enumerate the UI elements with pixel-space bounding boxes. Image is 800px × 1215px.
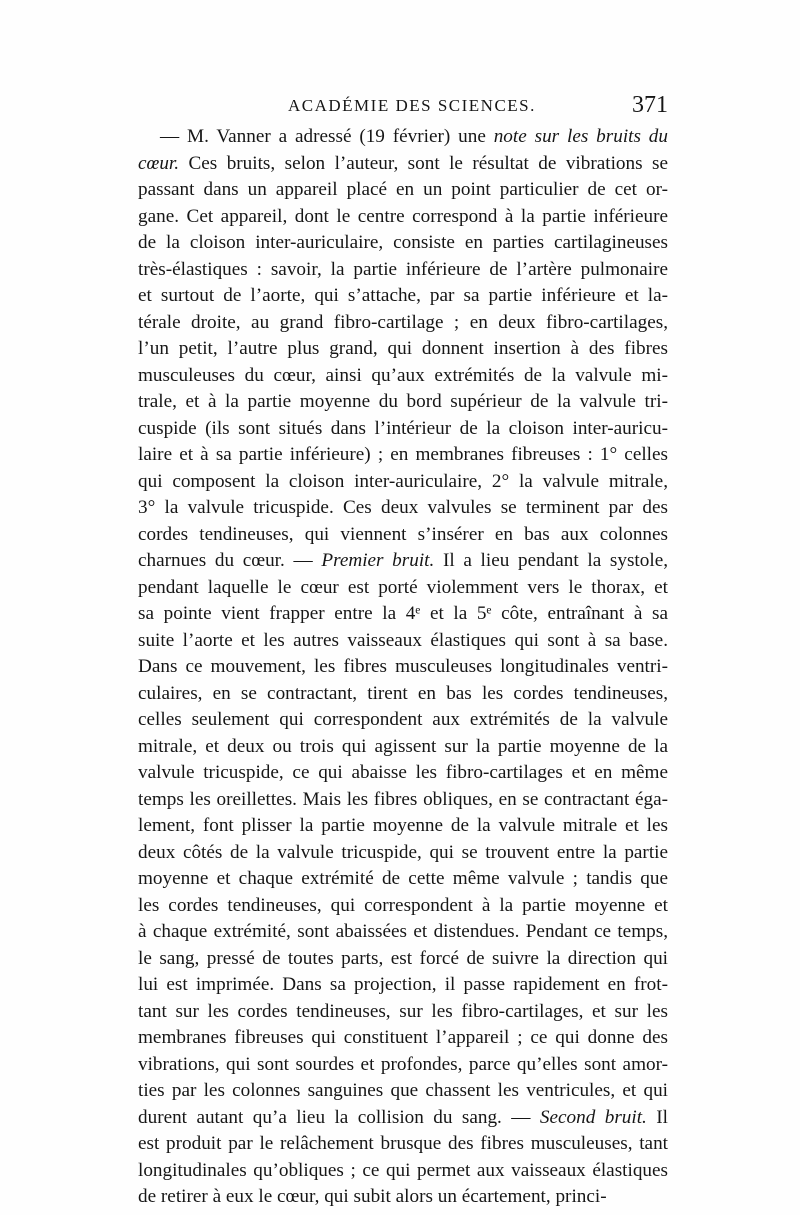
text-line: [138, 495, 668, 522]
text-run: Il a lieu pendant la systole,: [434, 550, 669, 571]
text-run: Il: [646, 1106, 668, 1128]
text-line: [138, 654, 668, 681]
text-line: [138, 1131, 668, 1158]
italic-run: cœur.: [138, 152, 180, 174]
text-run: l’un petit, l’autre plus grand, qui donnent insertion à des fibres: [138, 338, 668, 359]
text-line: [138, 548, 668, 575]
text-line: [138, 1105, 668, 1132]
text-run: celles seulement qui correspondent aux extrémités de la valvule: [138, 709, 668, 730]
text-run: à chaque extrémité, sont abaissées et distendues. Pendant ce temps,: [138, 921, 668, 942]
text-line: [138, 204, 668, 231]
text-line: [138, 840, 668, 867]
text-run: mitrale, et deux ou trois qui agissent sur la partie moyenne de la: [138, 735, 668, 757]
text-line: [138, 416, 668, 443]
text-line: [138, 177, 668, 204]
text-run: le sang, pressé de toutes parts, est forcé de suivre la direction qui: [138, 947, 668, 969]
text-run: lui est imprimée. Dans sa projection, il passe rapidement en frot-: [138, 974, 668, 995]
text-run: trale, et à la partie moyenne du bord supérieur de la valvule tri-: [138, 391, 668, 412]
text-line: [138, 919, 668, 946]
text-run: cuspide (ils sont situés dans l’intérieur de la cloison inter-auricu-: [138, 417, 668, 439]
text-run: sa pointe vient frapper entre la 4ᵉ et la 5ᵉ côte, entraînant à sa: [138, 603, 668, 624]
text-line: [138, 124, 668, 151]
text-run: longitudinales qu’obliques ; ce qui permet aux vaisseaux élastiques: [138, 1159, 668, 1181]
text-run: qui composent la cloison inter-auriculaire, 2° la valvule mitrale,: [138, 470, 668, 492]
text-run: moyenne et chaque extrémité de cette même valvule ; tandis que: [138, 868, 668, 889]
text-run: très-élastiques : savoir, la partie inférieure de l’artère pulmonaire: [138, 258, 668, 280]
text-run: de retirer à eux le cœur, qui subit alors un écartement, princi-: [138, 1186, 607, 1207]
text-line: [138, 336, 668, 363]
text-run: laire et à sa partie inférieure) ; en membranes fibreuses : 1° celles: [138, 444, 668, 465]
text-run: et surtout de l’aorte, qui s’attache, par sa partie inférieure et la-: [138, 285, 668, 306]
text-line: [138, 575, 668, 602]
text-run: charnues du cœur. —: [138, 550, 322, 571]
text-run: Dans ce mouvement, les fibres musculeuses longitudinales ventri-: [138, 656, 668, 677]
text-line: [138, 230, 668, 257]
text-run: lement, font plisser la partie moyenne de la valvule mitrale et les: [138, 815, 668, 836]
text-run: cordes tendineuses, qui viennent s’insérer en bas aux colonnes: [138, 523, 668, 545]
text-run: deux côtés de la valvule tricuspide, qui se trouvent entre la partie: [138, 841, 668, 863]
text-line: [138, 734, 668, 761]
text-run: vibrations, qui sont sourdes et profondes, parce qu’elles sont amor-: [138, 1053, 668, 1075]
text-run: passant dans un appareil placé en un point particulier de cet or-: [138, 179, 668, 200]
page-header: [138, 94, 668, 124]
text-line: [138, 363, 668, 390]
text-line: [138, 628, 668, 655]
text-run: gane. Cet appareil, dont le centre correspond à la partie inférieure: [138, 205, 668, 227]
text-line: [138, 283, 668, 310]
text-line: [138, 760, 668, 787]
text-line: [138, 601, 668, 628]
text-line: [138, 310, 668, 337]
text-run: suite l’aorte et les autres vaisseaux élastiques qui sont à sa base.: [138, 629, 668, 651]
text-run: ties par les colonnes sanguines que chassent les ventricules, et qui: [138, 1080, 668, 1101]
text-run: Ces bruits, selon l’auteur, sont le résultat de vibrations se: [179, 152, 668, 174]
text-line: [138, 1052, 668, 1079]
text-run: culaires, en se contractant, tirent en bas les cordes tendineuses,: [138, 682, 668, 704]
text-line: [138, 1184, 668, 1211]
text-run: membranes fibreuses qui constituent l’appareil ; ce qui donne des: [138, 1027, 668, 1048]
text-line: [138, 946, 668, 973]
text-line: [138, 999, 668, 1026]
text-run: térale droite, au grand fibro-cartilage ; en deux fibro-cartilages,: [138, 311, 668, 333]
text-run: musculeuses du cœur, ainsi qu’aux extrémités de la valvule mi-: [138, 364, 668, 386]
text-line: [138, 1025, 668, 1052]
text-line: [138, 787, 668, 814]
body-text: [138, 124, 668, 1211]
text-run: durent autant qu’a lieu la collision du sang. —: [138, 1106, 540, 1128]
text-line: [138, 469, 668, 496]
italic-run: Second bruit.: [539, 1106, 647, 1128]
text-run: 3° la valvule tricuspide. Ces deux valvules se terminent par des: [138, 497, 668, 518]
text-line: [138, 707, 668, 734]
running-title: ACADÉMIE DES SCIENCES.: [288, 96, 536, 115]
italic-run: Premier bruit.: [321, 550, 435, 571]
italic-run: note sur les bruits du: [493, 126, 668, 147]
text-line: [138, 151, 668, 178]
text-line: [138, 257, 668, 284]
text-line: [138, 389, 668, 416]
page-number: 371: [632, 92, 668, 118]
text-run: les cordes tendineuses, qui correspondent à la partie moyenne et: [138, 894, 668, 916]
text-line: [138, 522, 668, 549]
text-line: [138, 1078, 668, 1105]
text-run: tant sur les cordes tendineuses, sur les fibro-cartilages, et sur les: [138, 1000, 668, 1022]
text-line: [138, 813, 668, 840]
text-run: temps les oreillettes. Mais les fibres obliques, en se contractant éga-: [138, 788, 668, 810]
text-run: est produit par le relâchement brusque des fibres musculeuses, tant: [138, 1133, 668, 1154]
text-line: [138, 681, 668, 708]
text-run: — M. Vanner a adressé (19 février) une: [160, 126, 494, 147]
text-run: pendant laquelle le cœur est porté violemment vers le thorax, et: [138, 576, 668, 598]
text-line: [138, 972, 668, 999]
text-line: [138, 866, 668, 893]
text-run: de la cloison inter-auriculaire, consiste en parties cartilagineuses: [138, 232, 668, 253]
text-line: [138, 1158, 668, 1185]
text-run: valvule tricuspide, ce qui abaisse les fibro-cartilages et en même: [138, 762, 668, 783]
text-line: [138, 442, 668, 469]
text-line: [138, 893, 668, 920]
